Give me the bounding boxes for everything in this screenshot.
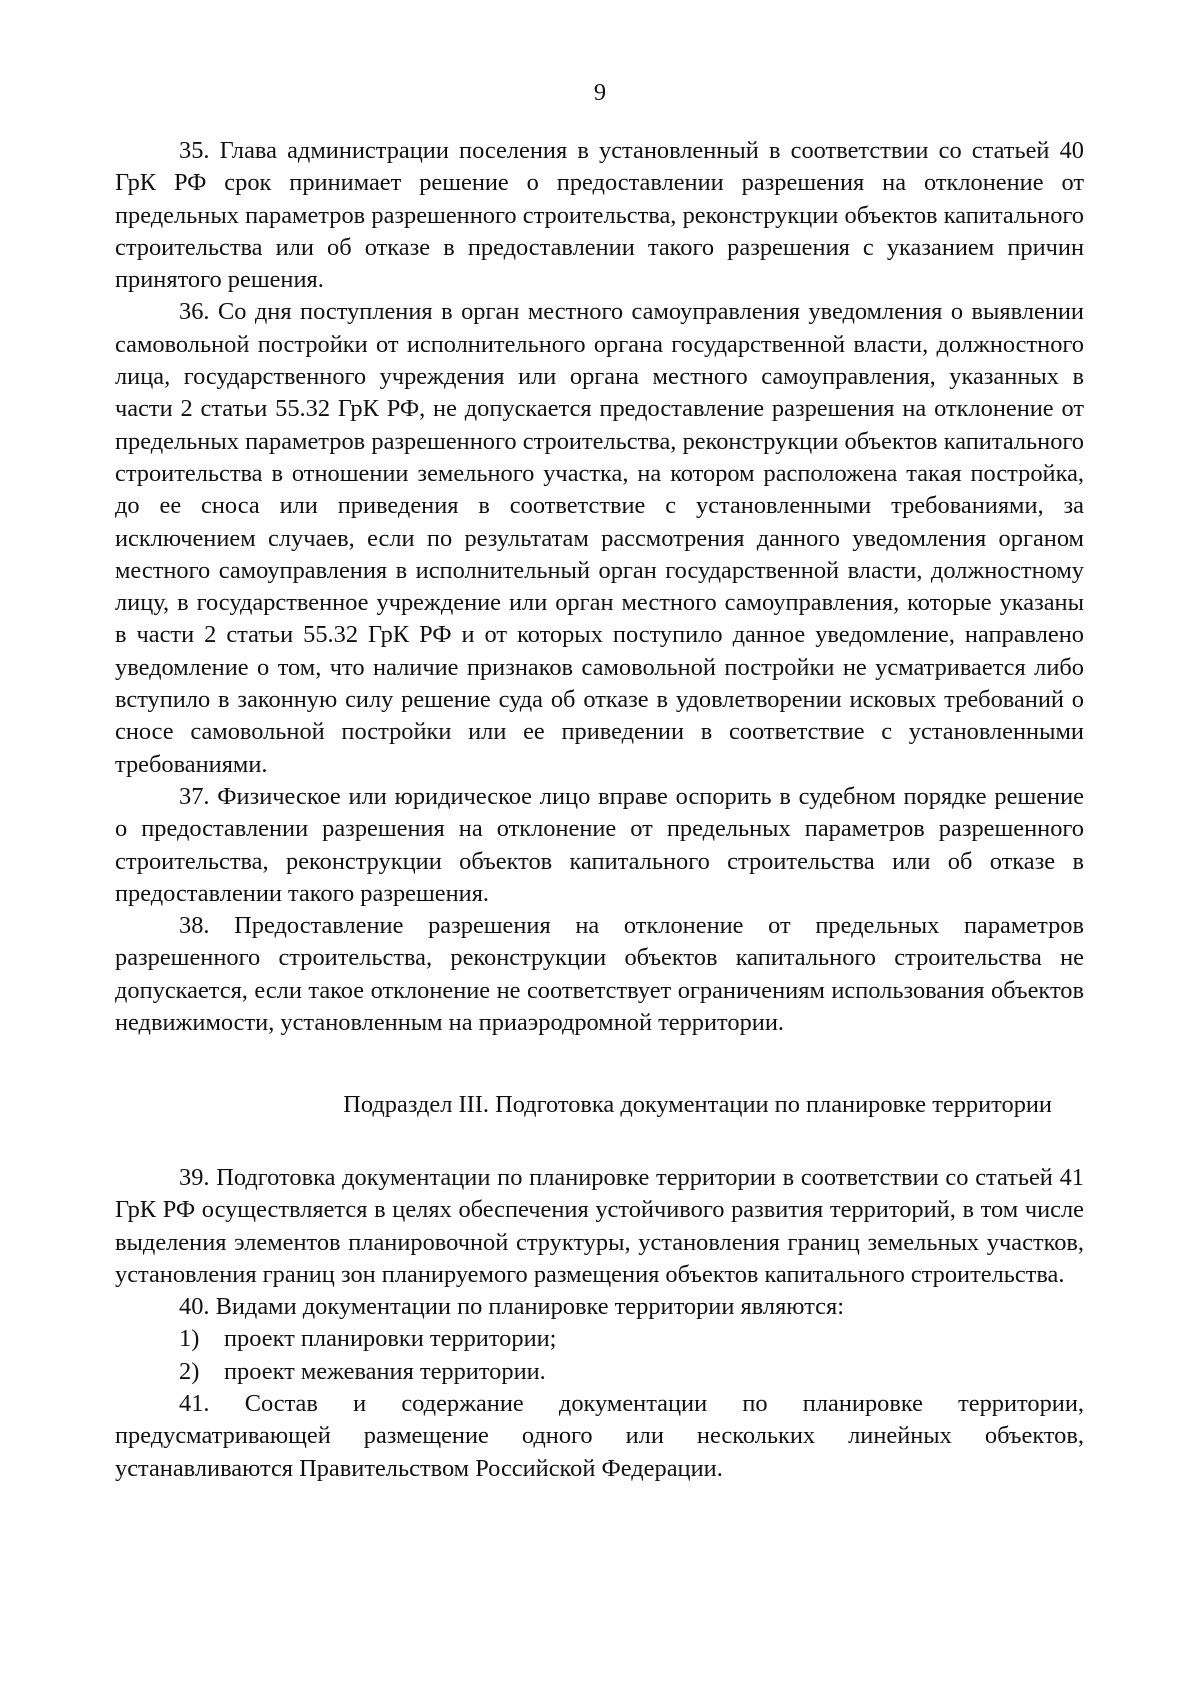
main-text-block bbox=[115, 135, 1084, 1039]
paragraph-41: 41. Состав и содержание документации по планировке территории, предусматривающей размещение одного или нескольких линейных объектов, устанавливаются Правительством Российской Федерации. bbox=[115, 1390, 1084, 1482]
paragraph-40: 40. Видами документации по планировке территории являются: bbox=[179, 1293, 844, 1321]
paragraph-38: 38. Предоставление разрешения на отклонение от предельных параметров разрешенного строительства, реконструкции объектов капитального строительства не допускается, если такое отклонение не соответствует ограничениям использования объектов недвижимости, установленным на приаэродромной территории. bbox=[115, 912, 1084, 1037]
page-number: 9 bbox=[593, 79, 607, 106]
paragraph-37: 37. Физическое или юридическое лицо вправе оспорить в судебном порядке решение о предоставлении разрешения на отклонение от предельных параметров разрешенного строительства, реконструкции объектов капитального строительства или об отказе в предоставлении такого разрешения. bbox=[115, 782, 1084, 907]
list-item-text: проект планировки территории; bbox=[224, 1325, 557, 1353]
list-item-number: 1) bbox=[179, 1325, 200, 1353]
paragraph-39: 39. Подготовка документации по планировке территории в соответствии со статьей 41 ГрК РФ осуществляется в целях обеспечения устойчивого развития территорий, в том числе выделения элементов планировочной структуры, установления границ земельных участков, установления границ зон планируемого размещения объектов капитального строительства. bbox=[115, 1164, 1084, 1288]
section-title: Подраздел III. Подготовка документации по планировке территории bbox=[343, 1091, 1052, 1118]
list-item-text: проект межевания территории. bbox=[224, 1357, 546, 1385]
paragraph-35: 35. Глава администрации поселения в установленный в соответствии со статьей 40 ГрК РФ срок принимает решение о предоставлении разрешения на отклонение от предельных параметров разрешенного строительства, реконструкции объектов капитального строительства или об отказе в предоставлении такого разрешения с указанием причин принятого решения. bbox=[115, 137, 1084, 294]
list-item bbox=[115, 1323, 1084, 1355]
paragraph-36: 36. Со дня поступления в орган местного самоуправления уведомления о выявлении самовольной постройки от исполнительного органа государственной власти, должностного лица, государственного учреждения или органа местного самоуправления, указанных в части 2 статьи 55.32 ГрК РФ, не допускается предоставление разрешения на отклонение от предельных параметров разрешенного строительства, реконструкции объектов капитального строительства в отношении земельного участка, на котором расположена такая постройка, до ее сноса или приведения в соответствие с установленными требованиями, за исключением случаев, если по результатам рассмотрения данного уведомления органом местного самоуправления в исполнительный орган государственной власти, должностному лицу, в государственное учреждение или орган местного самоуправления, которые указаны в части 2 статьи 55.32 ГрК РФ и от которых поступило данное уведомление, направлено уведомление о том, что наличие признаков самовольной постройки не усматривается либо вступило в законную силу решение суда об отказе в удовлетворении исковых требований о сносе самовольной постройки или ее приведении в соответствие с установленными требованиями. bbox=[115, 298, 1084, 778]
list-item bbox=[115, 1356, 1084, 1388]
list-item-number: 2) bbox=[179, 1357, 200, 1385]
section-text-block bbox=[115, 1162, 1084, 1485]
